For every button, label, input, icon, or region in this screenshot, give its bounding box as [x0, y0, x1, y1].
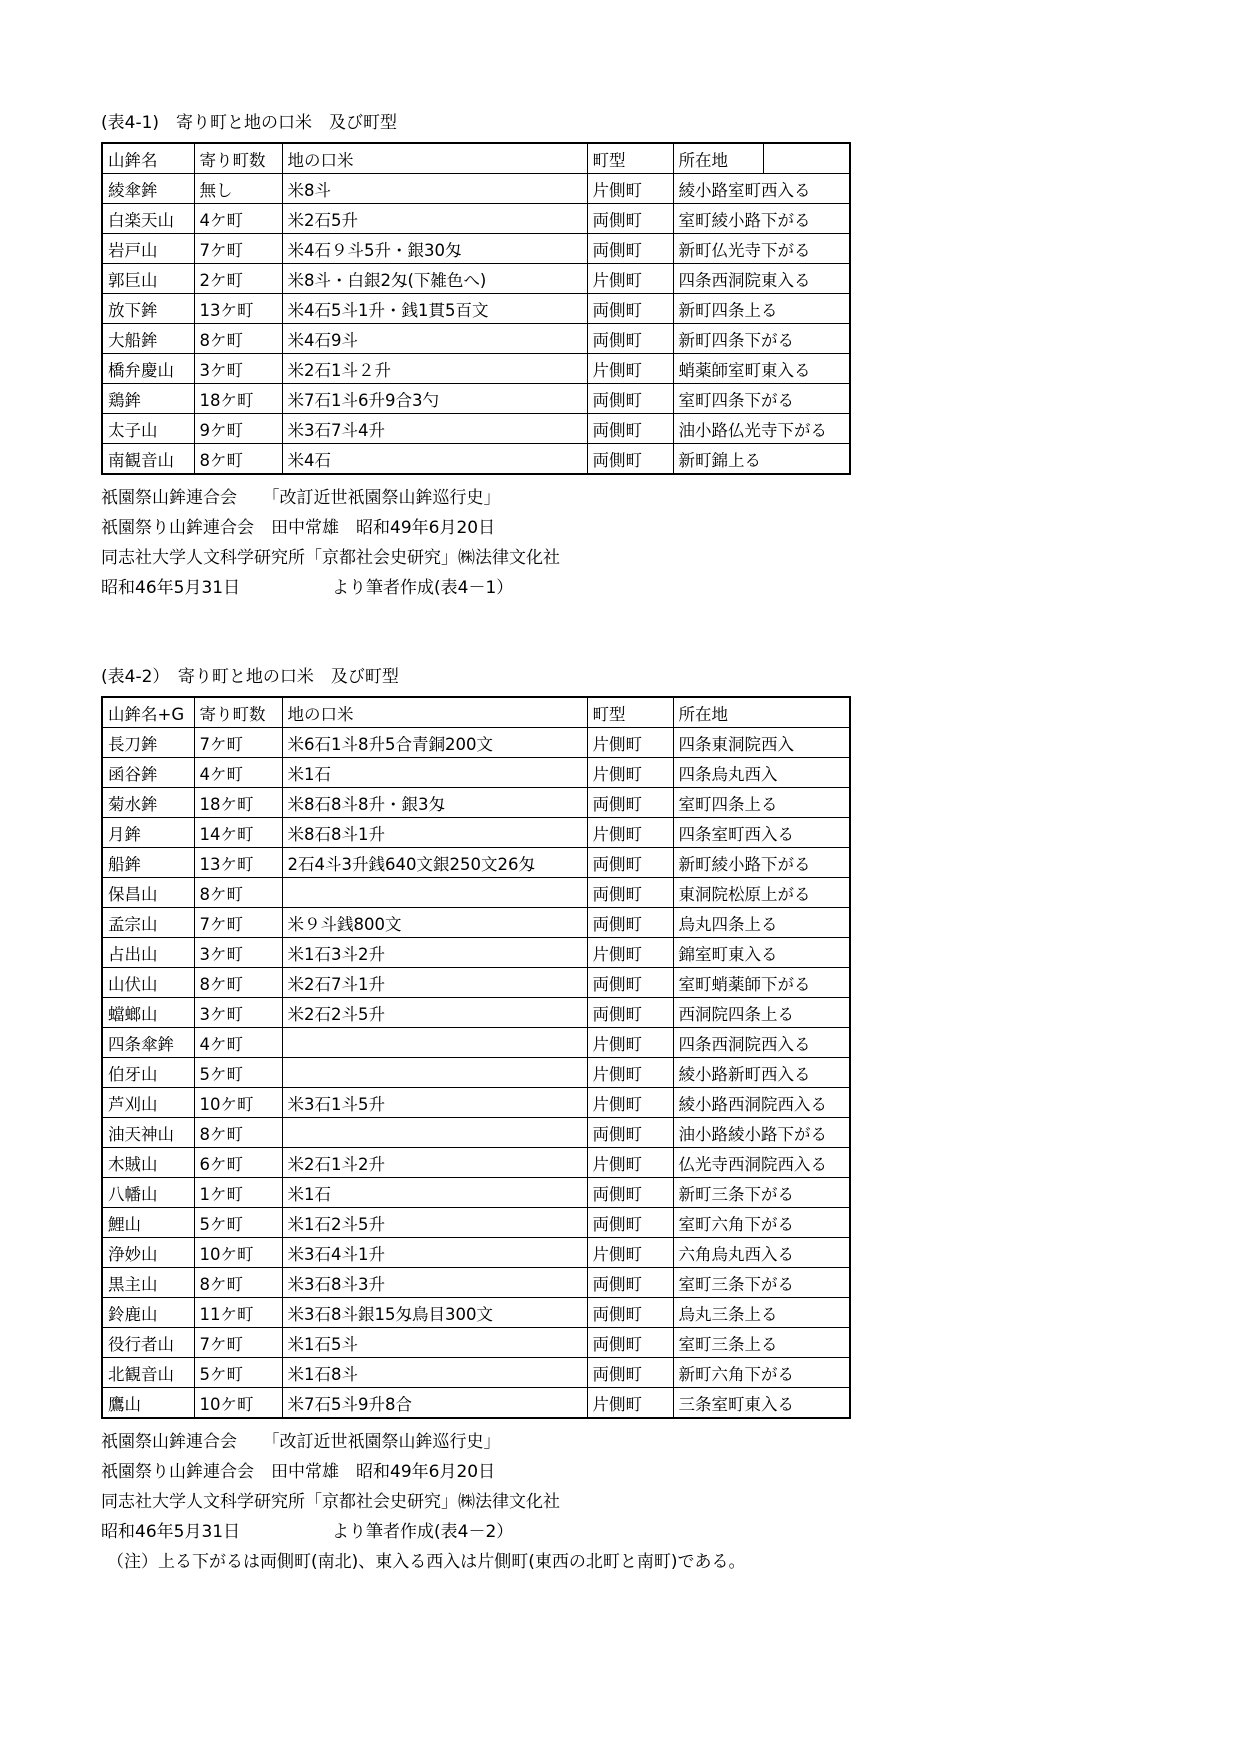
- table-cell: 5ケ町: [194, 1208, 282, 1238]
- table-row: [102, 848, 850, 878]
- table-cell: 橋弁慶山: [102, 354, 194, 384]
- table-cell: 4ケ町: [194, 204, 282, 234]
- table-cell: 8ケ町: [194, 444, 282, 475]
- col-machigata: 町型: [587, 697, 673, 728]
- table-cell: 太子山: [102, 414, 194, 444]
- table-row: [102, 1358, 850, 1388]
- table-cell: 米8石8斗8升・銀3匁: [282, 788, 587, 818]
- table-cell: 米2石5升: [282, 204, 587, 234]
- table-row: [102, 1328, 850, 1358]
- table-cell: 両側町: [587, 414, 673, 444]
- table-cell: 片側町: [587, 1148, 673, 1178]
- table-cell: 8ケ町: [194, 968, 282, 998]
- table-cell: 岩戸山: [102, 234, 194, 264]
- table-cell: 米3石1斗5升: [282, 1088, 587, 1118]
- table-cell: 新町四条上る: [673, 294, 850, 324]
- table-cell: 米2石7斗1升: [282, 968, 587, 998]
- table-cell: 新町六角下がる: [673, 1358, 850, 1388]
- table41-section: [101, 112, 871, 603]
- source-line-credit: [101, 573, 871, 603]
- table-row: [102, 1058, 850, 1088]
- table-cell: 7ケ町: [194, 908, 282, 938]
- table-cell: 13ケ町: [194, 294, 282, 324]
- table-cell: 両側町: [587, 234, 673, 264]
- table-cell: 両側町: [587, 384, 673, 414]
- table-cell: 18ケ町: [194, 788, 282, 818]
- table-cell: 10ケ町: [194, 1388, 282, 1419]
- table-cell: 両側町: [587, 1178, 673, 1208]
- table-cell: 山伏山: [102, 968, 194, 998]
- table-cell: [282, 1118, 587, 1148]
- table-row: [102, 324, 850, 354]
- table41-title: (表4-1) 寄り町と地の口米 及び町型: [101, 113, 398, 133]
- table-cell: 3ケ町: [194, 354, 282, 384]
- table-cell: 米8石8斗1升: [282, 818, 587, 848]
- source-line: 同志社大学人文科学研究所「京都社会史研究」㈱法律文化社: [101, 1492, 560, 1512]
- table-cell: 四条烏丸西入: [673, 758, 850, 788]
- table-cell: 5ケ町: [194, 1358, 282, 1388]
- table-cell: 両側町: [587, 1118, 673, 1148]
- table-cell: 東洞院松原上がる: [673, 878, 850, 908]
- table-row: [102, 728, 850, 758]
- table-cell: 無し: [194, 174, 282, 204]
- table-row: [102, 1268, 850, 1298]
- source-line: 祇園祭り山鉾連合会 田中常雄 昭和49年6月20日: [101, 518, 496, 538]
- table-cell: 2石4斗3升銭640文銀250文26匁: [282, 848, 587, 878]
- table-cell: 10ケ町: [194, 1088, 282, 1118]
- table-cell: 10ケ町: [194, 1238, 282, 1268]
- table-cell: 13ケ町: [194, 848, 282, 878]
- table41-sources: [101, 483, 871, 603]
- table-cell: 3ケ町: [194, 998, 282, 1028]
- table-cell: 四条室町西入る: [673, 818, 850, 848]
- col-jinokuchimai: 地の口米: [282, 697, 587, 728]
- table-cell: 米1石: [282, 758, 587, 788]
- table-cell: 両側町: [587, 878, 673, 908]
- table-cell: 函谷鉾: [102, 758, 194, 788]
- table-cell: 米1石5斗: [282, 1328, 587, 1358]
- table-cell: 綾小路西洞院西入る: [673, 1088, 850, 1118]
- table-row: [102, 998, 850, 1028]
- table-cell: 占出山: [102, 938, 194, 968]
- table-cell: 四条東洞院西入: [673, 728, 850, 758]
- table-cell: 1ケ町: [194, 1178, 282, 1208]
- table-row: [102, 234, 850, 264]
- table-cell: 両側町: [587, 998, 673, 1028]
- col-shozaichi: 所在地: [673, 697, 850, 728]
- table-cell: 片側町: [587, 818, 673, 848]
- table-row: [102, 354, 850, 384]
- table-cell: 両側町: [587, 908, 673, 938]
- table-cell: 郭巨山: [102, 264, 194, 294]
- table-cell: 室町四条下がる: [673, 384, 850, 414]
- table-cell: [282, 1028, 587, 1058]
- table-cell: 四条西洞院東入る: [673, 264, 850, 294]
- table-cell: 菊水鉾: [102, 788, 194, 818]
- table-row: [102, 1028, 850, 1058]
- table-row: [102, 1148, 850, 1178]
- table-cell: 新町四条下がる: [673, 324, 850, 354]
- table-cell: 三条室町東入る: [673, 1388, 850, 1419]
- source-credit: より筆者作成(表4－2）: [332, 1522, 514, 1542]
- table-cell: 両側町: [587, 1208, 673, 1238]
- table-cell: 蛸薬師室町東入る: [673, 354, 850, 384]
- table-cell: 片側町: [587, 1388, 673, 1419]
- table-cell: 四条西洞院西入る: [673, 1028, 850, 1058]
- table-cell: 鈴鹿山: [102, 1298, 194, 1328]
- table-cell: 月鉾: [102, 818, 194, 848]
- table-cell: 錦室町東入る: [673, 938, 850, 968]
- table-row: [102, 1088, 850, 1118]
- table-cell: 両側町: [587, 444, 673, 475]
- table-cell: 船鉾: [102, 848, 194, 878]
- table41: [101, 142, 851, 475]
- table-cell: 片側町: [587, 758, 673, 788]
- table-cell: 米6石1斗8升5合青銅200文: [282, 728, 587, 758]
- table-cell: 14ケ町: [194, 818, 282, 848]
- table-cell: 綾小路室町西入る: [673, 174, 850, 204]
- col-extra-empty: [763, 143, 850, 174]
- table42: [101, 696, 851, 1419]
- table-row: [102, 1208, 850, 1238]
- table-cell: 米2石2斗5升: [282, 998, 587, 1028]
- table-cell: 四条傘鉾: [102, 1028, 194, 1058]
- source-date: 昭和46年5月31日: [101, 578, 241, 598]
- table-cell: 片側町: [587, 938, 673, 968]
- table-cell: 伯牙山: [102, 1058, 194, 1088]
- table-cell: 綾傘鉾: [102, 174, 194, 204]
- table-cell: 室町三条上る: [673, 1328, 850, 1358]
- table-cell: 黒主山: [102, 1268, 194, 1298]
- table-cell: 室町三条下がる: [673, 1268, 850, 1298]
- table-cell: 長刀鉾: [102, 728, 194, 758]
- table42-title: (表4-2） 寄り町と地の口米 及び町型: [101, 667, 399, 687]
- table-cell: 片側町: [587, 1028, 673, 1058]
- table-cell: 綾小路新町西入る: [673, 1058, 850, 1088]
- source-line-credit: [101, 1517, 871, 1547]
- table-cell: 米4石5斗1升・銭1貫5百文: [282, 294, 587, 324]
- table-cell: 18ケ町: [194, 384, 282, 414]
- table-cell: 烏丸三条上る: [673, 1298, 850, 1328]
- table-cell: 8ケ町: [194, 1268, 282, 1298]
- table-cell: 米3石4斗1升: [282, 1238, 587, 1268]
- table-cell: 両側町: [587, 204, 673, 234]
- table-row: [102, 384, 850, 414]
- table-cell: 米4石９斗5升・銀30匁: [282, 234, 587, 264]
- table-cell: 米1石3斗2升: [282, 938, 587, 968]
- source-date: 昭和46年5月31日: [101, 1522, 241, 1542]
- col-yorimachi-count: 寄り町数: [194, 697, 282, 728]
- table-cell: 室町蛸薬師下がる: [673, 968, 850, 998]
- table-cell: 烏丸四条上る: [673, 908, 850, 938]
- table-cell: 米９斗銭800文: [282, 908, 587, 938]
- table-cell: 8ケ町: [194, 324, 282, 354]
- table-row: [102, 968, 850, 998]
- table-row: [102, 1238, 850, 1268]
- table-cell: 米4石9斗: [282, 324, 587, 354]
- table-cell: 6ケ町: [194, 1148, 282, 1178]
- table-cell: [282, 1058, 587, 1088]
- table-cell: [282, 878, 587, 908]
- table-cell: 米3石8斗3升: [282, 1268, 587, 1298]
- table-cell: 木賊山: [102, 1148, 194, 1178]
- table-cell: 片側町: [587, 1058, 673, 1088]
- table-cell: 米2石1斗２升: [282, 354, 587, 384]
- table-cell: 西洞院四条上る: [673, 998, 850, 1028]
- table-cell: 両側町: [587, 1358, 673, 1388]
- table-row: [102, 1298, 850, 1328]
- table-cell: 鯉山: [102, 1208, 194, 1238]
- table-cell: 片側町: [587, 264, 673, 294]
- table-cell: 7ケ町: [194, 1328, 282, 1358]
- table-cell: 油小路仏光寺下がる: [673, 414, 850, 444]
- table-cell: 片側町: [587, 174, 673, 204]
- table-cell: 米1石: [282, 1178, 587, 1208]
- table-cell: 芦刈山: [102, 1088, 194, 1118]
- table-cell: 室町綾小路下がる: [673, 204, 850, 234]
- col-yamahoko-name: 山鉾名: [102, 143, 194, 174]
- table-cell: 室町四条上る: [673, 788, 850, 818]
- table-row: [102, 758, 850, 788]
- table-cell: 米8斗・白銀2匁(下雑色へ): [282, 264, 587, 294]
- table-row: [102, 1388, 850, 1419]
- table-cell: 両側町: [587, 968, 673, 998]
- table-cell: 4ケ町: [194, 758, 282, 788]
- table-cell: 六角烏丸西入る: [673, 1238, 850, 1268]
- table-cell: 室町六角下がる: [673, 1208, 850, 1238]
- table-row: [102, 1118, 850, 1148]
- table-row: [102, 414, 850, 444]
- table-row: [102, 294, 850, 324]
- table-cell: 両側町: [587, 788, 673, 818]
- table-cell: 米1石8斗: [282, 1358, 587, 1388]
- table-cell: 新町錦上る: [673, 444, 850, 475]
- table-cell: 油小路綾小路下がる: [673, 1118, 850, 1148]
- table-cell: 保昌山: [102, 878, 194, 908]
- table42-sources: [101, 1427, 871, 1577]
- table-cell: 3ケ町: [194, 938, 282, 968]
- table-cell: 八幡山: [102, 1178, 194, 1208]
- table-row: [102, 1178, 850, 1208]
- col-yamahoko-name: 山鉾名+G: [102, 697, 194, 728]
- table-cell: 米2石1斗2升: [282, 1148, 587, 1178]
- table-cell: 両側町: [587, 294, 673, 324]
- table-row: [102, 818, 850, 848]
- table-cell: 新町三条下がる: [673, 1178, 850, 1208]
- table-cell: 両側町: [587, 848, 673, 878]
- table-cell: 7ケ町: [194, 728, 282, 758]
- table-row: [102, 204, 850, 234]
- table-row: [102, 444, 850, 475]
- table-cell: 浄妙山: [102, 1238, 194, 1268]
- table41-header: [102, 143, 850, 174]
- table-cell: 米7石5斗9升8合: [282, 1388, 587, 1419]
- table-cell: 米4石: [282, 444, 587, 475]
- table-row: [102, 878, 850, 908]
- table-cell: 米8斗: [282, 174, 587, 204]
- table-cell: 片側町: [587, 728, 673, 758]
- table-cell: 鷹山: [102, 1388, 194, 1419]
- table-cell: 両側町: [587, 1328, 673, 1358]
- table-cell: 2ケ町: [194, 264, 282, 294]
- table42-header: [102, 697, 850, 728]
- table-cell: 新町綾小路下がる: [673, 848, 850, 878]
- table-cell: 片側町: [587, 1088, 673, 1118]
- table42-header-row: [102, 697, 850, 728]
- table-cell: 新町仏光寺下がる: [673, 234, 850, 264]
- table-cell: 蟷螂山: [102, 998, 194, 1028]
- table-cell: 米1石2斗5升: [282, 1208, 587, 1238]
- table-row: [102, 908, 850, 938]
- table-cell: 米3石7斗4升: [282, 414, 587, 444]
- table-cell: 役行者山: [102, 1328, 194, 1358]
- table-cell: 北観音山: [102, 1358, 194, 1388]
- table-row: [102, 264, 850, 294]
- table-cell: 9ケ町: [194, 414, 282, 444]
- table42-section: [101, 666, 871, 1577]
- table-cell: 孟宗山: [102, 908, 194, 938]
- table-cell: 4ケ町: [194, 1028, 282, 1058]
- col-shozaichi: 所在地: [673, 143, 763, 174]
- source-credit: より筆者作成(表4－1）: [332, 578, 514, 598]
- source-line: 祇園祭山鉾連合会 「改訂近世祇園祭山鉾巡行史」: [101, 488, 501, 508]
- col-machigata: 町型: [587, 143, 673, 174]
- table-cell: 南観音山: [102, 444, 194, 475]
- source-line: 同志社大学人文科学研究所「京都社会史研究」㈱法律文化社: [101, 548, 560, 568]
- table41-body: [102, 174, 850, 475]
- table-cell: 米7石1斗6升9合3勺: [282, 384, 587, 414]
- table-row: [102, 174, 850, 204]
- table-cell: 米3石8斗銀15匁鳥目300文: [282, 1298, 587, 1328]
- table-cell: 油天神山: [102, 1118, 194, 1148]
- table-cell: 11ケ町: [194, 1298, 282, 1328]
- table-cell: 8ケ町: [194, 878, 282, 908]
- table-cell: 片側町: [587, 354, 673, 384]
- source-line: 祇園祭り山鉾連合会 田中常雄 昭和49年6月20日: [101, 1462, 496, 1482]
- table-cell: 両側町: [587, 1298, 673, 1328]
- col-yorimachi-count: 寄り町数: [194, 143, 282, 174]
- table-cell: 仏光寺西洞院西入る: [673, 1148, 850, 1178]
- table-cell: 片側町: [587, 1238, 673, 1268]
- table-cell: 放下鉾: [102, 294, 194, 324]
- table-cell: 7ケ町: [194, 234, 282, 264]
- table-row: [102, 788, 850, 818]
- source-line: 祇園祭山鉾連合会 「改訂近世祇園祭山鉾巡行史」: [101, 1432, 501, 1452]
- table41-header-row: [102, 143, 850, 174]
- table-cell: 大船鉾: [102, 324, 194, 354]
- table-cell: 8ケ町: [194, 1118, 282, 1148]
- table-cell: 両側町: [587, 1268, 673, 1298]
- table42-note: （注）上る下がるは両側町(南北)、東入る西入は片側町(東西の北町と南町)である。: [107, 1552, 746, 1572]
- table42-body: [102, 728, 850, 1419]
- table-row: [102, 938, 850, 968]
- table-cell: 白楽天山: [102, 204, 194, 234]
- table-cell: 両側町: [587, 324, 673, 354]
- col-jinokuchimai: 地の口米: [282, 143, 587, 174]
- table-cell: 5ケ町: [194, 1058, 282, 1088]
- table-cell: 鶏鉾: [102, 384, 194, 414]
